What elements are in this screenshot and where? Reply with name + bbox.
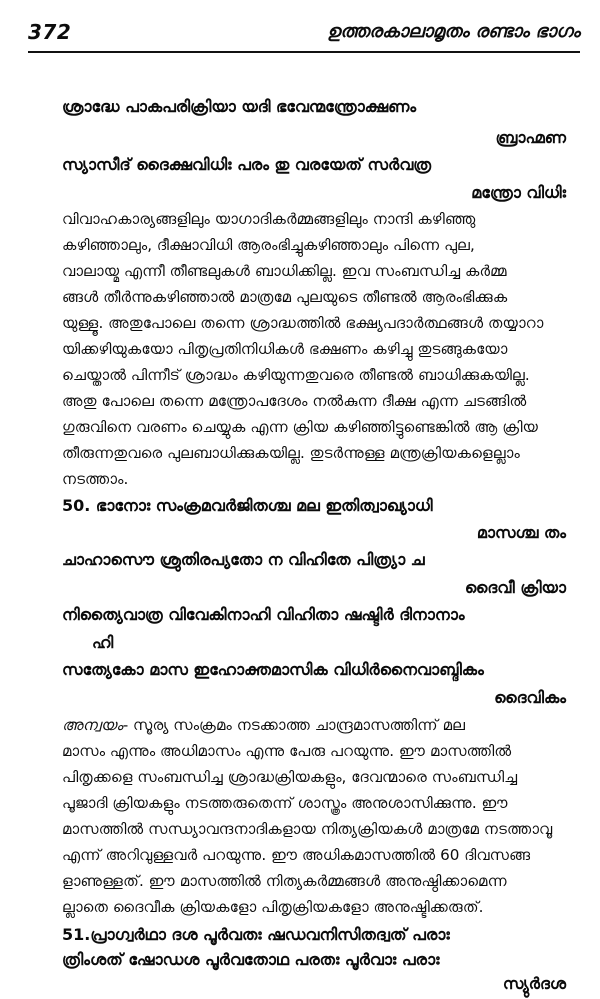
- paragraph-2-line: ളാണുള്ളത്. ഈ മാസത്തിൽ നിത്യകർമ്മങ്ങൾ അനുഷ്ഠിക്കാമെന്ന: [62, 872, 507, 890]
- paragraph-1-line: നടത്താം.: [62, 470, 129, 488]
- paragraph-2-line: പൂജാദി ക്രിയകളും നടത്തരുതെന്ന് ശാസ്ത്രം അനുശാസിക്കുന്നു. ഈ: [62, 794, 508, 812]
- paragraph-1-line: യിക്കഴിയുകയോ പിതൃപ്രതിനിധികൾ ഭക്ഷണം കഴിച്ചു തുടങ്ങുകയോ: [62, 340, 508, 358]
- paragraph-2-line: പിതൃക്കളെ സംബന്ധിച്ച ശ്രാദ്ധക്രിയകളും, ദേവന്മാരെ സംബന്ധിച്ച: [62, 768, 518, 786]
- verse-50-line-2: മാസശ്ച തം: [476, 523, 566, 542]
- paragraph-2-line: എന്ന് അറിവുള്ളവർ പറയുന്നു. ഈ അധികമാസത്തിൽ 60 ദിവസങ്ങ: [62, 846, 531, 864]
- paragraph-1-line: അതു പോലെ തന്നെ മന്ത്രോപദേശം നൽകുന്ന ദീക്ഷ എന്ന ചടങ്ങിൽ: [62, 392, 527, 410]
- paragraph-2-line: ല്ലാതെ ദൈവീക ക്രിയകളോ പിതൃക്രിയകളോ അനുഷ്ടിക്കരുത്.: [62, 898, 484, 916]
- verse-51-line-2: ത്രിംശത് ഷോഡശ പൂർവതോഥ പരതഃ പൂർവാഃ പരാഃ: [62, 950, 440, 969]
- paragraph-1-line: വിവാഹകാര്യങ്ങളിലും യാഗാദികർമ്മങ്ങളിലും നാന്ദി കഴിഞ്ഞു: [62, 210, 476, 228]
- paragraph-1-line: ങ്ങൾ തീർന്നുകഴിഞ്ഞാൽ മാത്രമേ പുലയുടെ തീണ്ടൽ ആരംഭിക്കുക: [62, 288, 508, 306]
- verse-1-line-1: ശ്രാദ്ധേ പാകപരിക്രിയാ യദി ഭവേന്മന്ത്രോക്ഷണം: [62, 97, 417, 116]
- verse-50-line-7: സത്യേകോ മാസ ഇഹോക്തമാസിക വിധിർനൈവാബ്ദികം: [62, 660, 484, 679]
- paragraph-1-line: വാലായ്മ എന്നീ തീണ്ടലുകൾ ബാധിക്കില്ല. ഇവ സംബന്ധിച്ച കർമ്മ: [62, 262, 507, 280]
- verse-1-line-4: മന്ത്രോ വിധിഃ: [471, 183, 566, 202]
- verse-1-line-3: സ്യാസീദ് ദൈക്ഷവിധിഃ പരം തു വരയേത് സർവത്ര: [62, 155, 432, 174]
- paragraph-1-line: ഗുരുവിനെ വരണം ചെയ്യുക എന്ന ക്രിയ കഴിഞ്ഞിട്ടുണ്ടെങ്കിൽ ആ ക്രിയ: [62, 418, 539, 436]
- paragraph-2-line: മാസത്തിൽ സന്ധ്യാവന്ദനാദികളായ നിത്യക്രിയകൾ മാത്രമേ നടത്താവൂ: [62, 820, 553, 838]
- paragraph-2-line: മാസം എന്നും അധിമാസം എന്നു പേരു പറയുന്നു. ഈ മാസത്തിൽ: [62, 742, 512, 760]
- paragraph-2-line: [62, 716, 465, 735]
- paragraph-1-line: യുള്ളൂ. അതുപോലെ തന്നെ ശ്രാദ്ധത്തിൽ ഭക്ഷ്യപദാർത്ഥങ്ങൾ തയ്യാറാ: [62, 314, 544, 332]
- verse-50-line-3: ചാഹാസൌ ശ്രുതിരപ്യതോ ന വിഹിതേ പിത്ര്യാ ച: [62, 550, 425, 569]
- paragraph-1-line: ചെയ്താൽ പിന്നീട് ശ്രാദ്ധം കഴിയുന്നതുവരെ തീണ്ടൽ ബാധിക്കുകയില്ല.: [62, 366, 530, 384]
- page-number: 372: [28, 20, 72, 44]
- header-rule: [28, 51, 580, 53]
- verse-1-line-2: ബ്രാഹ്മണ: [495, 128, 566, 147]
- running-title: ഉത്തരകാലാമൃതം രണ്ടാം ഭാഗം: [327, 21, 580, 42]
- verse-50-line-1: 50. ഭാനോഃ സംക്രമവർജിതശ്ച മല ഇതിത്വാഖ്യാധി: [62, 496, 433, 515]
- page-header: [28, 18, 580, 52]
- verse-50-line-8: ദൈവികം: [494, 688, 566, 707]
- paragraph-1-line: തീരുന്നതുവരെ പുലബാധിക്കുകയില്ല. തുടർന്നുള്ള മന്ത്രക്രിയകളെല്ലാം: [62, 444, 520, 462]
- anvayam-label: അന്വയം: [62, 716, 123, 734]
- verse-50-line-4: ദൈവീ ക്രിയാ: [464, 578, 566, 597]
- anvayam-text: - സൂര്യ സംക്രമം നടക്കാത്ത ചാന്ദ്രമാസത്തിന്ന് മല: [122, 716, 466, 734]
- verse-50-line-6: ഹി: [92, 633, 114, 652]
- paragraph-1-line: കഴിഞ്ഞാലും, ദീക്ഷാവിധി ആരംഭിച്ചുകഴിഞ്ഞാലും പിന്നെ പുല,: [62, 236, 475, 254]
- verse-50-line-5: നിത്യൈവാത്ര വിവേകിനാഹി വിഹിതാ ഷഷ്ടിർ ദിനാനാം: [62, 605, 465, 624]
- verse-51-line-3: സ്യുർദശ: [502, 974, 566, 993]
- verse-51-line-1: 51.പ്രാഗ്വർഥാ ദശ പൂർവതഃ ഷഡവനിസിതദ്വത് പരാഃ: [62, 925, 450, 944]
